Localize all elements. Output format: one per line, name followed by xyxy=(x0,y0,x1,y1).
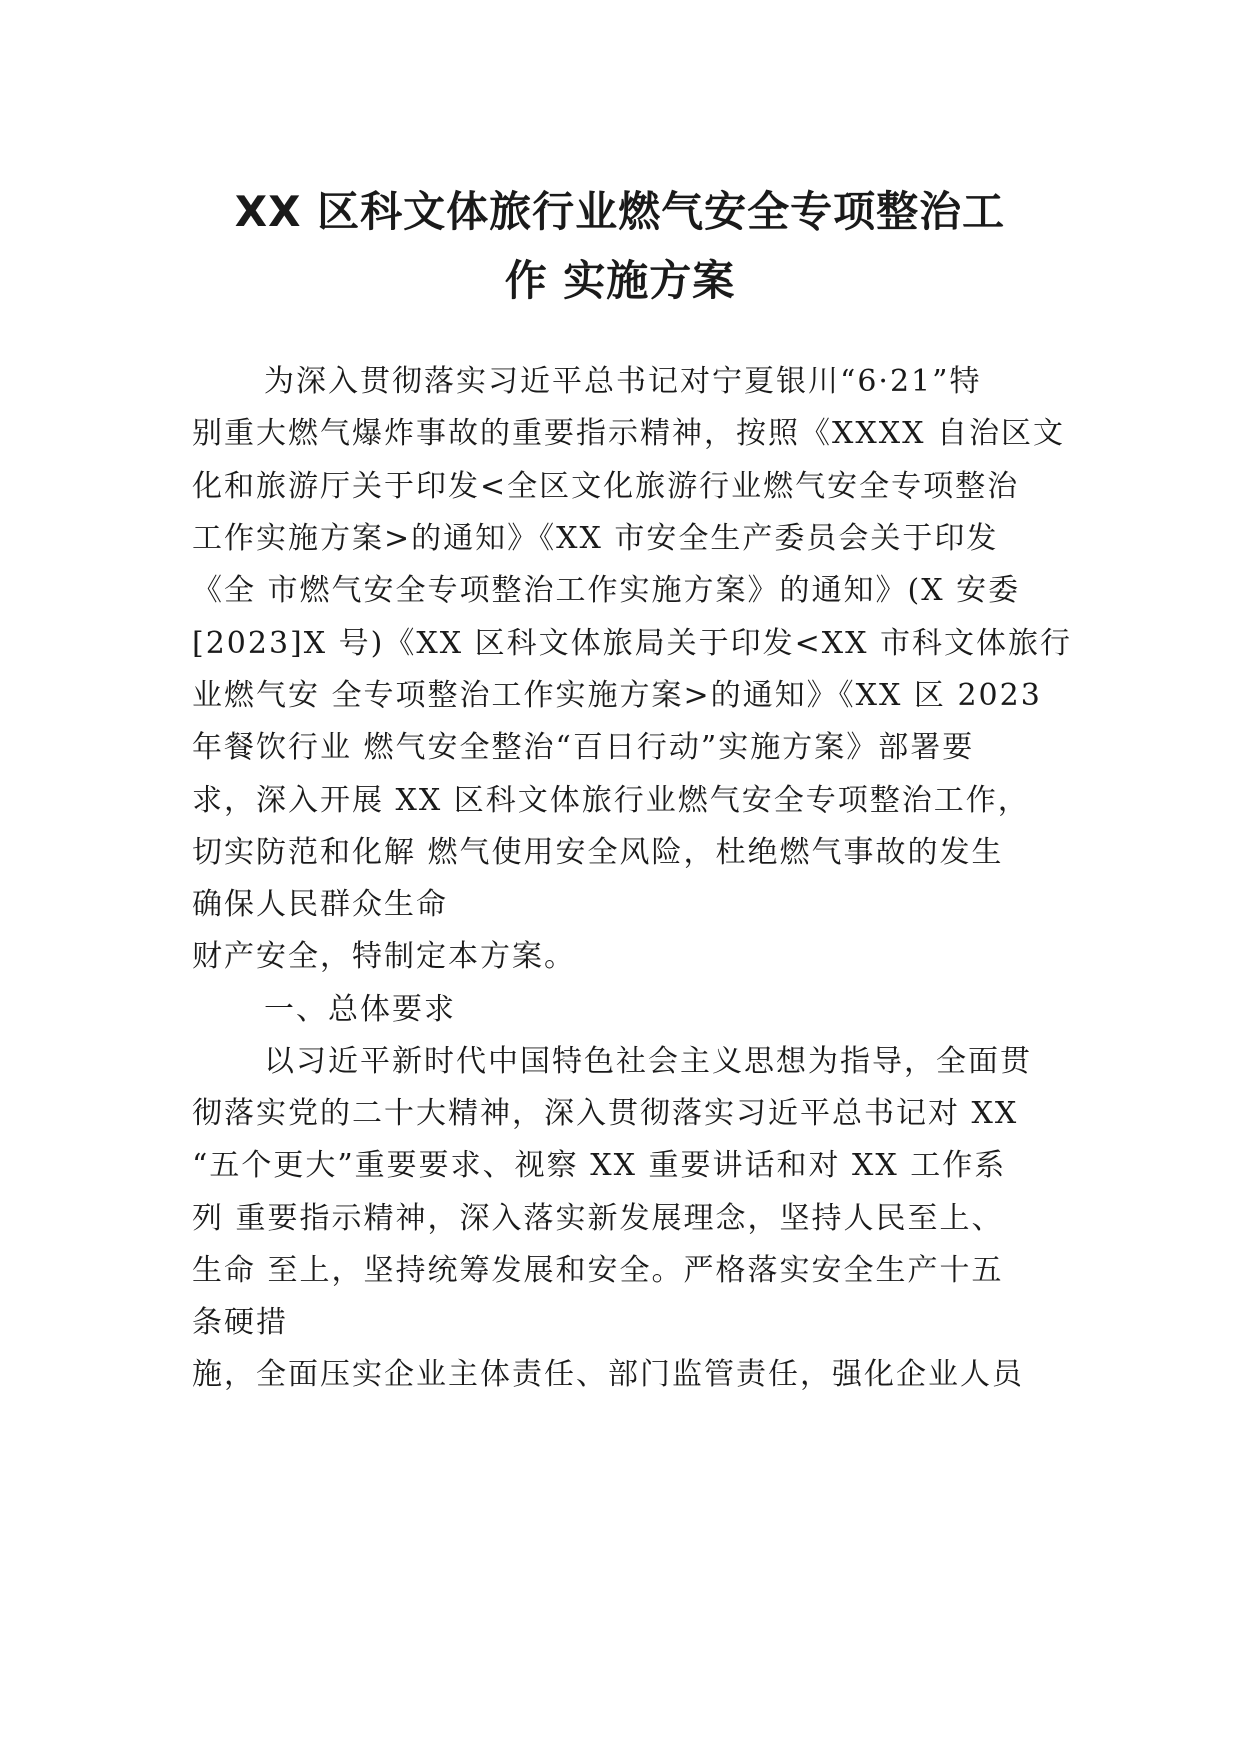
document-title-line-1: XX 区科文体旅行业燃气安全专项整治工 xyxy=(234,187,1006,236)
intro-line: 《全 市燃气安全专项整治工作实施方案》的通知》(X 安委 xyxy=(192,573,1021,608)
intro-line: 确保人民群众生命 xyxy=(192,887,448,922)
intro-line: 工作实施方案>的通知》《XX 市安全生产委员会关于印发 xyxy=(192,521,999,556)
intro-line: [2023]X 号)《XX 区科文体旅局关于印发<XX 市科文体旅行 xyxy=(192,626,1072,661)
section-line: 条硬措 xyxy=(192,1305,288,1340)
intro-line: 财产安全，特制定本方案。 xyxy=(192,939,576,974)
intro-line: 化和旅游厅关于印发<全区文化旅游行业燃气安全专项整治 xyxy=(192,469,1020,504)
intro-line: 年餐饮行业 燃气安全整治“百日行动”实施方案》部署要 xyxy=(192,730,975,765)
intro-line: 业燃气安 全专项整治工作实施方案>的通知》《XX 区 2023 xyxy=(192,678,1042,713)
intro-line: 别重大燃气爆炸事故的重要指示精神，按照《XXXX 自治区文 xyxy=(192,416,1065,451)
intro-line: 求，深入开展 XX 区科文体旅行业燃气安全专项整治工作， xyxy=(192,783,1030,818)
section-line: “五个更大”重要要求、视察 XX 重要讲话和对 XX 工作系 xyxy=(192,1148,1007,1183)
section-line: 彻落实党的二十大精神，深入贯彻落实习近平总书记对 XX xyxy=(192,1096,1019,1131)
section-line: 施，全面压实企业主体责任、部门监管责任，强化企业人员 xyxy=(192,1357,1024,1392)
section-line: 列 重要指示精神，深入落实新发展理念，坚持人民至上、 xyxy=(192,1201,1004,1236)
document-title-line-2: 作 实施方案 xyxy=(504,256,736,305)
section-heading: 一、总体要求 xyxy=(264,992,456,1027)
section-line: 以习近平新时代中国特色社会主义思想为指导，全面贯 xyxy=(264,1044,1032,1079)
intro-line: 切实防范和化解 燃气使用安全风险，杜绝燃气事故的发生 xyxy=(192,835,1004,870)
section-line: 生命 至上，坚持统筹发展和安全。严格落实安全生产十五 xyxy=(192,1253,1004,1288)
intro-line: 为深入贯彻落实习近平总书记对宁夏银川“6·21”特 xyxy=(264,364,982,399)
